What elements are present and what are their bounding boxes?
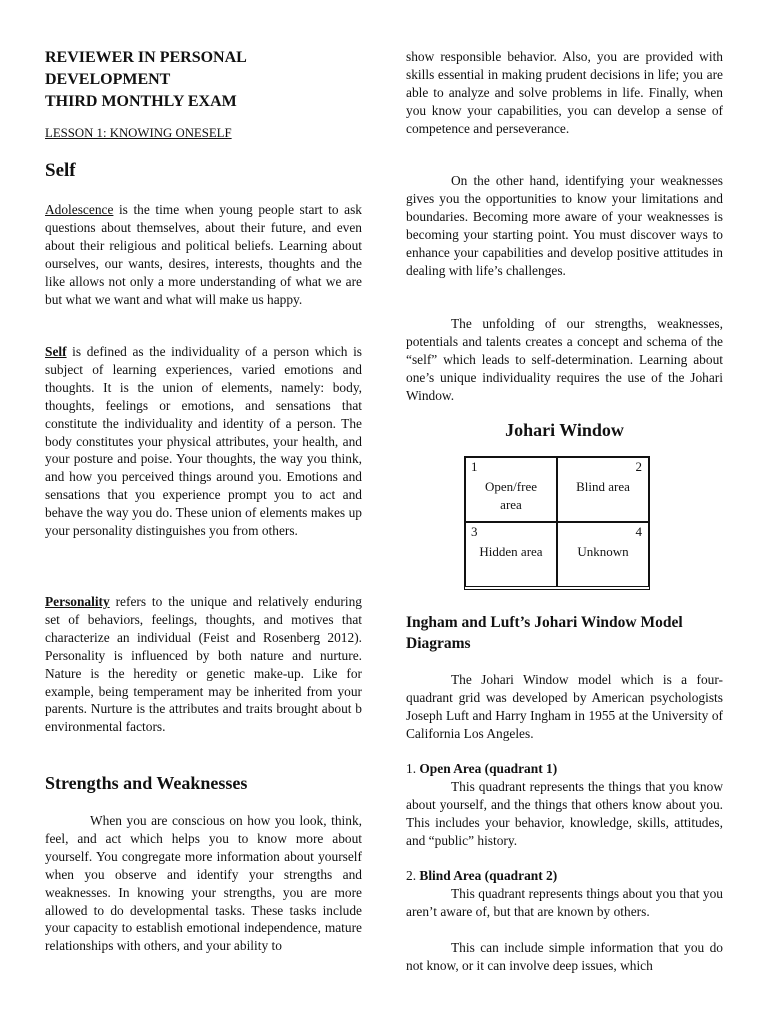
open-area-paragraph: This quadrant represents the things that you know about yourself, and the things that others know about you. This includes your behavior, knowledge, skills, attitudes, and “public” history. <box>406 779 723 848</box>
johari-window-grid <box>464 456 650 590</box>
open-area-title: Open Area (quadrant 1) <box>419 761 558 776</box>
blind-area-heading <box>406 867 723 885</box>
title-line-3: THIRD MONTHLY EXAM <box>45 93 237 110</box>
quadrant-number: 4 <box>635 524 642 539</box>
johari-quadrant-4 <box>557 522 649 587</box>
model-heading-line-2: Diagrams <box>406 635 471 652</box>
strengths-paragraph-1-continued: show responsible behavior. Also, you are provided with skills essential in making prudent decisions in life; you are able to analyze and solve problems in life. Finally, when you know your capabilities, you can develop a sense of competence and perseverance. <box>406 49 723 136</box>
document-title <box>45 47 247 113</box>
model-heading-line-1: Ingham and Luft’s Johari Window Model <box>406 614 683 631</box>
quadrant-label: Hidden area <box>479 544 543 559</box>
strengths-heading: Strengths and Weaknesses <box>45 773 248 793</box>
johari-quadrant-1 <box>465 457 557 522</box>
title-line-1: REVIEWER IN PERSONAL <box>45 49 247 66</box>
blind-area-paragraph-2: This can include simple information that you do not know, or it can involve deep issues, which <box>406 940 723 973</box>
self-term: Self <box>45 344 67 359</box>
quadrant-label: Blind area <box>576 479 630 494</box>
quadrant-number: 2 <box>635 459 642 474</box>
self-text: is defined as the individuality of a person which is subject of learning experiences, varied emotions and thoughts. It is the union of elements, namely: body, thoughts, feelings or emotions, and sensations that constitute the individuality and identity of a person. The body constitutes your physical attributes, your health, and your posture and poise. Your thoughts, the way you think, and how you perceived things around you. Emotions and sensations that you experience prompt you to act and behave the way you do. These union of elements makes up your personality distinguishes you from others. <box>45 344 362 539</box>
open-area-heading <box>406 760 723 778</box>
quadrant-number: 1 <box>471 459 478 474</box>
strengths-paragraph-1: When you are conscious on how you look, think, feel, and act which helps you to know more about yourself. You congregate more information about yourself when you observe and identify your strengths and weaknesses. In knowing your strengths, you are more allowed to do developmental tasks. These tasks include your capacity to establish emotional independence, mature relationships with others, and your ability to <box>45 813 362 954</box>
quadrant-label: Unknown <box>577 544 629 559</box>
adolescence-term: Adolescence <box>45 202 114 217</box>
strengths-paragraph-3: The unfolding of our strengths, weaknesses, potentials and talents creates a concept and schema of the “self” which leads to self-determination. Learning about one’s unique individuality requires the use of the Johari Window. <box>406 316 723 403</box>
johari-quadrant-2 <box>557 457 649 522</box>
model-intro-paragraph: The Johari Window model which is a four-quadrant grid was developed by American psychologists Joseph Luft and Harry Ingham in 1955 at the University of California Los Angeles. <box>406 672 723 741</box>
lesson-title: LESSON 1: KNOWING ONESELF <box>45 126 232 140</box>
self-heading: Self <box>45 160 76 181</box>
strengths-paragraph-2: On the other hand, identifying your weaknesses gives you the opportunities to know your limitations and boundaries. Becoming more aware of your weaknesses is becoming your starting point. You must discover ways to enhance your capabilities and develop positive attitudes in dealing with life’s challenges. <box>406 173 723 278</box>
blind-area-number: 2. <box>406 868 420 883</box>
adolescence-paragraph <box>45 201 362 308</box>
personality-text: refers to the unique and relatively enduring set of behaviors, feelings, thoughts, and motives that characterize an individual (Feist and Rosenberg 2012). Personality is influenced by both nature and nurture. Nature is the heredity or genetic make-up. Like for example, being temperament may be inherited from your parents. Nurture is the attributes and traits brought about b environmental factors. <box>45 594 362 735</box>
self-paragraph <box>45 343 362 540</box>
quadrant-label: Open/free <box>485 479 537 494</box>
quadrant-number: 3 <box>471 524 478 539</box>
personality-paragraph <box>45 593 362 736</box>
johari-quadrant-3 <box>465 522 557 587</box>
johari-window-title: Johari Window <box>505 420 624 440</box>
quadrant-label-line-2: area <box>500 497 522 512</box>
blind-area-paragraph: This quadrant represents things about you that you aren’t aware of, but that are known by others. <box>406 886 723 919</box>
model-heading <box>406 612 723 654</box>
personality-term: Personality <box>45 594 110 609</box>
blind-area-title: Blind Area (quadrant 2) <box>419 868 558 883</box>
title-line-2: DEVELOPMENT <box>45 71 171 88</box>
adolescence-text: is the time when young people start to ask questions about themselves, about their future, and even about their religious and political beliefs. Learning about ourselves, our wants, desires, interests, thoughts and the like allows not only a more understanding of what we are but what we want and what will make us happy. <box>45 202 362 307</box>
open-area-number: 1. <box>406 761 420 776</box>
